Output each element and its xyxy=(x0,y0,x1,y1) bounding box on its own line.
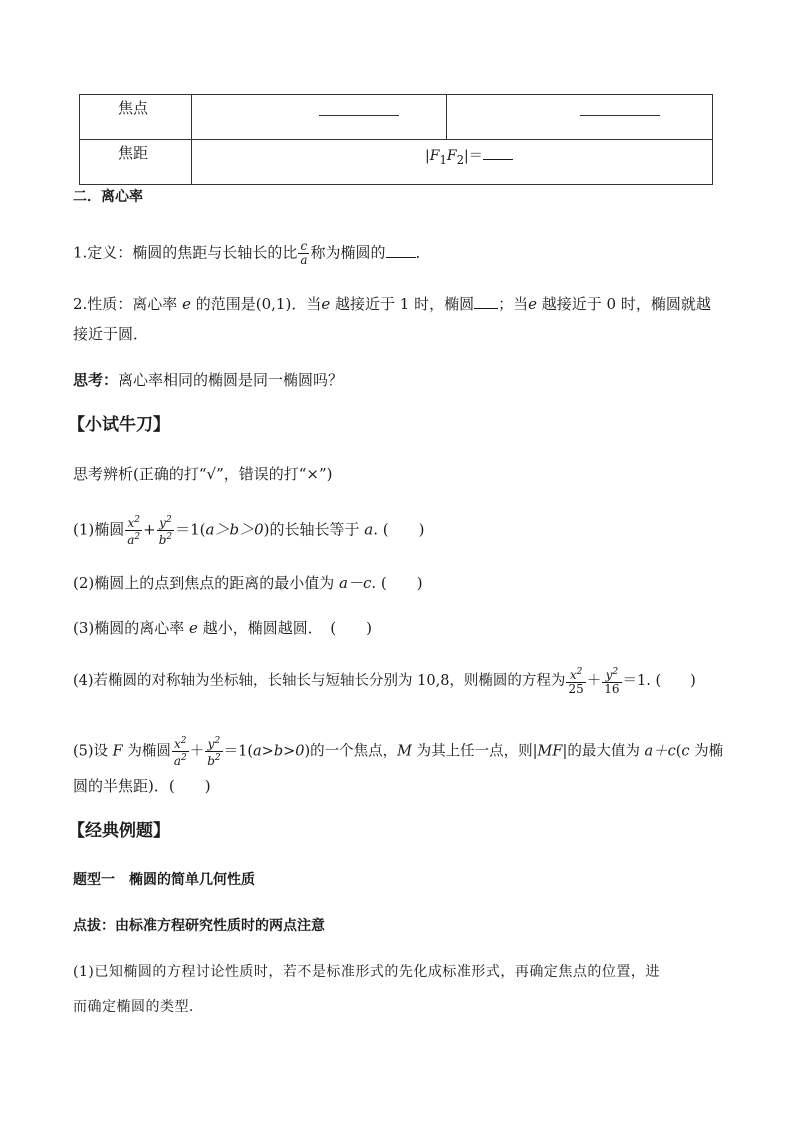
focal-distance-label: 焦距 xyxy=(118,144,149,162)
practice-question-1: (1)椭圆 $\frac{x^2}{a^2}$ + $\frac{y^2}{b^2}$ ＝1(a＞b＞0)的长轴长等于 a. ( ) xyxy=(73,515,425,547)
section-heading-eccentricity: 二．离心率 xyxy=(73,189,143,205)
practice-question-4: (4)若椭圆的对称轴为坐标轴，长轴长与短轴长分别为 10,8，则椭圆的方程为 $\frac{x^2}{25}$ ＋ $\frac{y^2}{16}$ ＝1. ( ) xyxy=(73,667,696,696)
focal-distance-blank xyxy=(483,145,513,160)
table-divider xyxy=(446,95,447,140)
tip-heading: 点拔：由标准方程研究性质时的两点注意 xyxy=(73,918,325,934)
tip-item-1-line2: 而确定椭圆的类型． xyxy=(73,999,204,1015)
practice-question-2: (2)椭圆上的点到焦点的距离的最小值为 a－c. ( ) xyxy=(73,574,423,592)
table-row-focal-distance xyxy=(80,140,712,184)
focus-table xyxy=(79,94,713,185)
eccentricity-definition: 1.定义：椭圆的焦距与长轴长的比 $\frac{c}{a}$ 称为椭圆的 ． xyxy=(73,239,431,267)
eccentricity-property-line2: 接近于圆． xyxy=(73,325,149,343)
definition-blank xyxy=(386,243,416,258)
eccentricity-property-line1: 2.性质：离心率 e 的范围是(0,1)．当e 越接近于 1 时，椭圆 ；当e 越接近于 0 时，椭圆就越 xyxy=(73,295,711,313)
practice-question-5-line2: 圆的半焦距)．( ) xyxy=(73,777,211,795)
focus-blank-1 xyxy=(319,114,399,116)
table-row-focus xyxy=(80,95,712,140)
section-heading-practice: 【小试牛刀】 xyxy=(68,415,170,435)
practice-intro: 思考辨析(正确的打“√”，错误的打“×”) xyxy=(73,465,333,483)
practice-question-3: (3)椭圆的离心率 e 越小，椭圆越圆． ( ) xyxy=(73,619,372,637)
focus-label: 焦点 xyxy=(118,99,149,117)
table-divider xyxy=(191,95,192,184)
focal-distance-formula: $|F_1F_2|=$ xyxy=(425,145,513,167)
tip-item-1-line1: (1)已知椭圆的方程讨论性质时，若不是标准形式的先化成标准形式，再确定焦点的位置，进 xyxy=(73,964,660,980)
ratio-c-over-a: $\frac{c}{a}$ xyxy=(300,239,308,267)
section-heading-examples: 【经典例题】 xyxy=(68,821,170,841)
property-blank xyxy=(474,294,498,309)
focus-blank-2 xyxy=(580,114,660,116)
question-type-1: 题型一 椭圆的简单几何性质 xyxy=(73,872,255,888)
think-question: 思考：离心率相同的椭圆是同一椭圆吗？ xyxy=(73,371,344,389)
practice-question-5: (5)设 F 为椭圆 $\frac{x^2}{a^2}$ ＋ $\frac{y^2}{b^2}$ ＝1(a>b>0)的一个焦点，M 为其上任一点，则|MF|的最大值为 a＋c(c 为椭 xyxy=(73,736,724,768)
